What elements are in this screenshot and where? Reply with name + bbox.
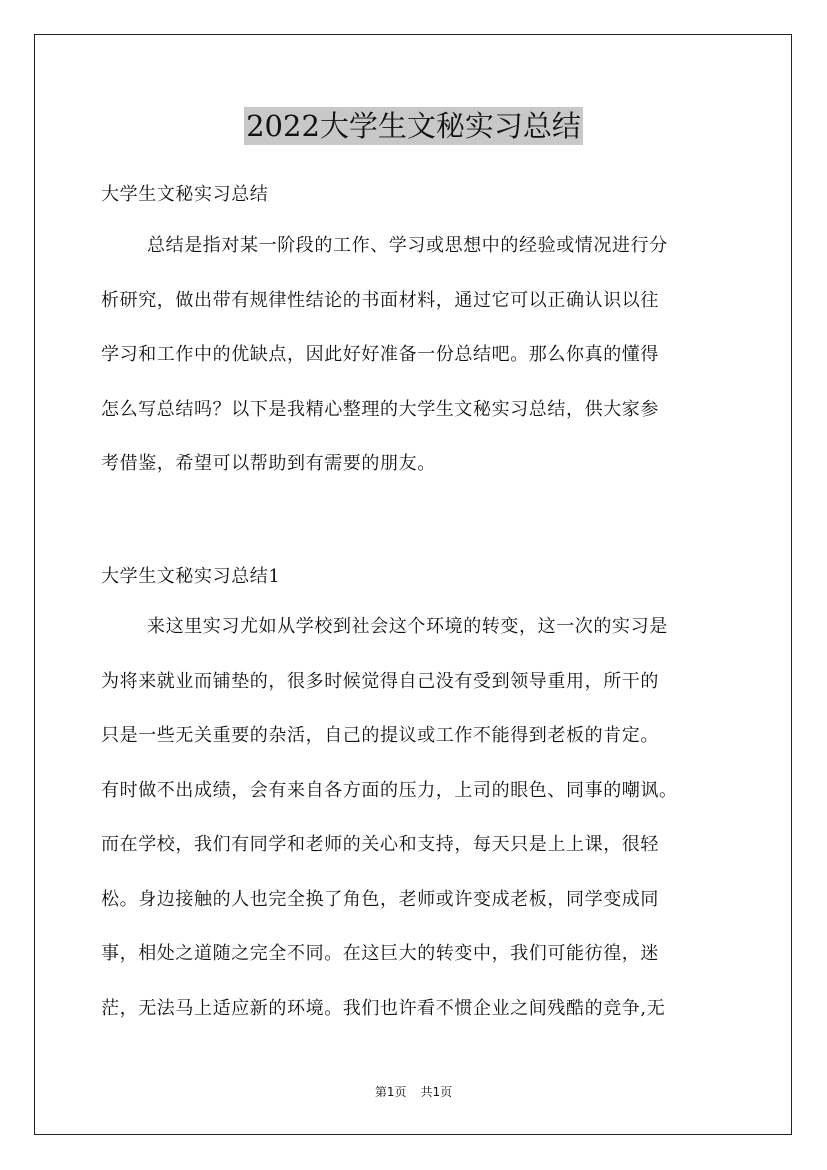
page-footer xyxy=(0,1083,827,1100)
intro-line: 析研究，做出带有规律性结论的书面材料，通过它可以正确认识以往 xyxy=(101,289,659,311)
section-line: 事，相处之道随之完全不同。在这巨大的转变中，我们可能彷徨，迷 xyxy=(101,943,659,964)
section-line: 茫，无法马上适应新的环境。我们也许看不惯企业之间残酷的竞争,无 xyxy=(101,997,666,1019)
intro-paragraph xyxy=(101,219,741,492)
section-heading: 大学生文秘实习总结1 xyxy=(101,566,281,587)
page-total: 共1页 xyxy=(420,1085,453,1099)
document-title xyxy=(0,104,827,145)
intro-line: 考借鉴，希望可以帮助到有需要的朋友。 xyxy=(101,453,436,474)
section-line: 为将来就业而铺垫的，很多时候觉得自己没有受到领导重用，所干的 xyxy=(101,670,659,692)
document-title-text: 2022大学生文秘实习总结 xyxy=(246,109,581,143)
section-line: 来这里实习尤如从学校到社会这个环境的转变，这一次的实习是 xyxy=(147,616,668,637)
intro-line: 学习和工作中的优缺点，因此好好准备一份总结吧。那么你真的懂得 xyxy=(101,344,659,365)
intro-line: 总结是指对某一阶段的工作、学习或思想中的经验或情况进行分 xyxy=(147,235,668,256)
section-line: 有时做不出成绩，会有来自各方面的压力，上司的眼色、同事的嘲讽。 xyxy=(101,779,678,801)
section-line: 而在学校，我们有同学和老师的关心和支持，每天只是上上课，很轻 xyxy=(101,834,659,855)
section-line: 只是一些无关重要的杂活，自己的提议或工作不能得到老板的肯定。 xyxy=(101,725,659,746)
intro-line: 怎么写总结吗？以下是我精心整理的大学生文秘实习总结，供大家参 xyxy=(101,398,659,420)
page-number: 第1页 xyxy=(374,1085,407,1099)
section-paragraph xyxy=(101,600,741,1036)
section-line: 松。身边接触的人也完全换了角色，老师或许变成老板，同学变成同 xyxy=(101,888,659,910)
document-subtitle: 大学生文秘实习总结 xyxy=(101,184,269,205)
